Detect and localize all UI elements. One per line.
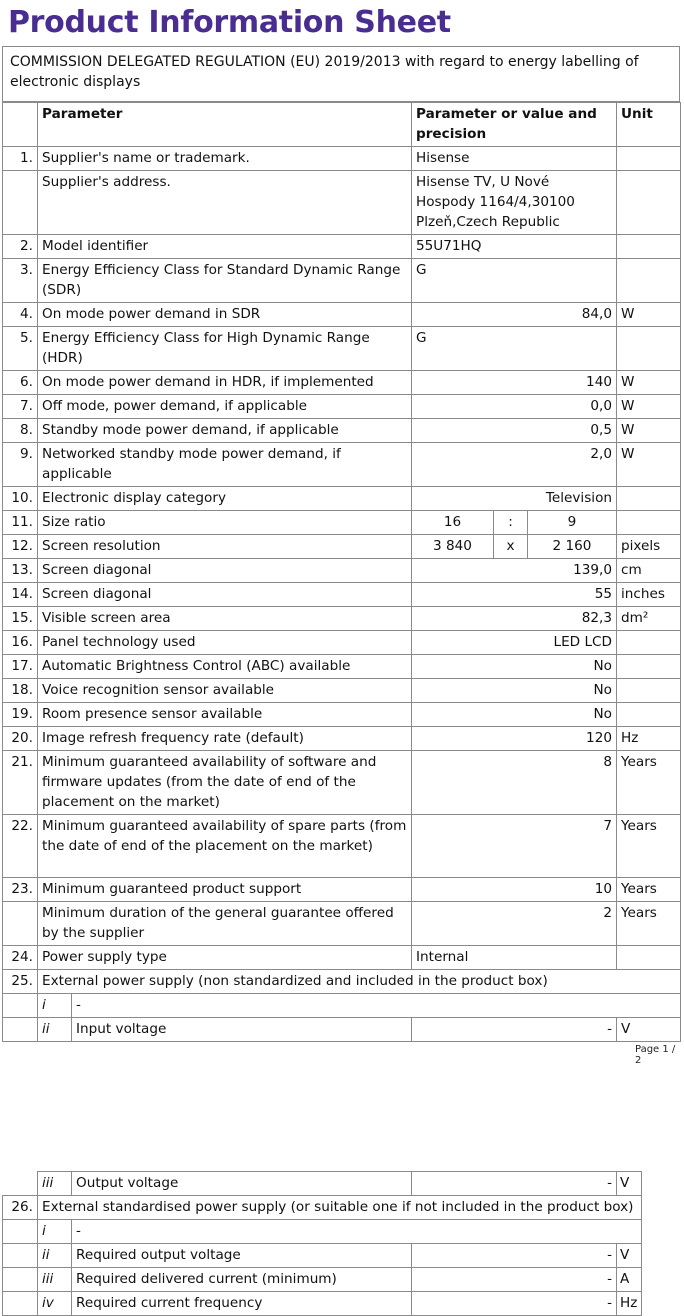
row-number [3, 1018, 38, 1042]
row-value: Television [412, 487, 617, 511]
header-parameter: Parameter [38, 103, 412, 147]
table-row [3, 902, 681, 946]
table-row [3, 815, 681, 878]
table-row [3, 1220, 642, 1244]
row-unit [617, 703, 681, 727]
row-number [3, 1268, 38, 1292]
row-number: 3. [3, 259, 38, 303]
row-value: No [412, 655, 617, 679]
row-label: On mode power demand in HDR, if implemented [38, 371, 412, 395]
row-unit: Years [617, 751, 681, 815]
row-value: 2,0 [412, 443, 617, 487]
table-row [3, 1018, 681, 1042]
row-label: Supplier's name or trademark. [38, 147, 412, 171]
row-value: No [412, 679, 617, 703]
row-number: 7. [3, 395, 38, 419]
resolution-separator: x [494, 535, 528, 559]
row-value: 139,0 [412, 559, 617, 583]
row-label: Input voltage [72, 1018, 412, 1042]
row-value: 0,0 [412, 395, 617, 419]
row-unit [617, 511, 681, 535]
row-unit: W [617, 303, 681, 327]
table-row [3, 970, 681, 994]
row-value: 55 [412, 583, 617, 607]
row-unit: cm [617, 559, 681, 583]
row-unit: A [617, 1268, 642, 1292]
row-value: Hisense TV, U Nové Hospody 1164/4,30100 Plzeň,Czech Republic [412, 171, 617, 235]
row-number: 4. [3, 303, 38, 327]
row-label: Room presence sensor available [38, 703, 412, 727]
row-label: Supplier's address. [38, 171, 412, 235]
row-label: Power supply type [38, 946, 412, 970]
row-number: 17. [3, 655, 38, 679]
sub-index: iii [38, 1172, 72, 1196]
row-number: 11. [3, 511, 38, 535]
table-row [3, 371, 681, 395]
row-label: Visible screen area [38, 607, 412, 631]
row-label: Minimum guaranteed availability of software and firmware updates (from the date of end of the placement on the market) [38, 751, 412, 815]
row-unit [617, 655, 681, 679]
row-label: Model identifier [38, 235, 412, 259]
row-unit: Hz [617, 727, 681, 751]
row-number: 10. [3, 487, 38, 511]
row-number: 14. [3, 583, 38, 607]
row-label: Automatic Brightness Control (ABC) available [38, 655, 412, 679]
row-number: 20. [3, 727, 38, 751]
table-row [3, 1196, 642, 1220]
row-number: 19. [3, 703, 38, 727]
header-unit: Unit [617, 103, 681, 147]
row-unit [617, 679, 681, 703]
row-label: Standby mode power demand, if applicable [38, 419, 412, 443]
row-number: 21. [3, 751, 38, 815]
row-value: 120 [412, 727, 617, 751]
row-label: - [72, 1220, 642, 1244]
product-info-table-continued [2, 1171, 642, 1316]
table-row [3, 487, 681, 511]
row-value: LED LCD [412, 631, 617, 655]
row-label: Minimum guaranteed availability of spare parts (from the date of end of the placement on the market) [38, 815, 412, 878]
row-label: Required output voltage [72, 1244, 412, 1268]
row-number: 24. [3, 946, 38, 970]
row-label: Energy Efficiency Class for Standard Dynamic Range (SDR) [38, 259, 412, 303]
row-label: Electronic display category [38, 487, 412, 511]
row-value: - [412, 1172, 617, 1196]
table-row [3, 946, 681, 970]
row-number: 16. [3, 631, 38, 655]
table-row [3, 395, 681, 419]
row-unit: W [617, 419, 681, 443]
row-value: 8 [412, 751, 617, 815]
row-label: External standardised power supply (or suitable one if not included in the product box) [38, 1196, 642, 1220]
table-row [3, 511, 681, 535]
header-value: Parameter or value and precision [412, 103, 617, 147]
row-label: Image refresh frequency rate (default) [38, 727, 412, 751]
row-unit [617, 631, 681, 655]
row-label: Required delivered current (minimum) [72, 1268, 412, 1292]
row-number: 26. [3, 1196, 38, 1220]
sub-index: i [38, 994, 72, 1018]
row-number: 8. [3, 419, 38, 443]
row-unit: V [617, 1244, 642, 1268]
row-value: 0,5 [412, 419, 617, 443]
table-row [3, 259, 681, 303]
table-row [3, 559, 681, 583]
row-number [3, 1292, 38, 1316]
row-value: G [412, 327, 617, 371]
row-number [3, 1220, 38, 1244]
row-label: Panel technology used [38, 631, 412, 655]
row-label: External power supply (non standardized and included in the product box) [38, 970, 681, 994]
header-num-cell [3, 103, 38, 147]
table-row [3, 631, 681, 655]
row-number: 12. [3, 535, 38, 559]
row-number [3, 902, 38, 946]
row-label: Output voltage [72, 1172, 412, 1196]
table-row [3, 535, 681, 559]
row-unit: W [617, 371, 681, 395]
table-row [3, 655, 681, 679]
row-unit: Years [617, 878, 681, 902]
row-value: - [412, 1244, 617, 1268]
ratio-separator: : [494, 511, 528, 535]
table-row [3, 1292, 642, 1316]
row-value: - [412, 1268, 617, 1292]
row-value: Internal [412, 946, 617, 970]
table-row [3, 994, 681, 1018]
sub-index: ii [38, 1018, 72, 1042]
table-row [3, 727, 681, 751]
row-number [3, 994, 38, 1018]
row-unit: W [617, 443, 681, 487]
table-row [3, 1268, 642, 1292]
resolution-width: 3 840 [412, 535, 494, 559]
row-number [3, 1172, 38, 1196]
row-unit: W [617, 395, 681, 419]
table-row [3, 443, 681, 487]
row-value: 55U71HQ [412, 235, 617, 259]
ratio-height: 9 [528, 511, 617, 535]
row-unit: Years [617, 902, 681, 946]
row-value: - [412, 1018, 617, 1042]
row-label: Screen diagonal [38, 583, 412, 607]
table-row [3, 327, 681, 371]
row-label: Minimum guaranteed product support [38, 878, 412, 902]
row-value: 82,3 [412, 607, 617, 631]
table-row [3, 583, 681, 607]
row-value: - [412, 1292, 617, 1316]
resolution-height: 2 160 [528, 535, 617, 559]
row-unit [617, 946, 681, 970]
row-unit [617, 327, 681, 371]
table-row [3, 607, 681, 631]
row-value: 140 [412, 371, 617, 395]
sub-index: iv [38, 1292, 72, 1316]
row-label: Screen diagonal [38, 559, 412, 583]
row-number: 9. [3, 443, 38, 487]
row-value: Hisense [412, 147, 617, 171]
table-row [3, 147, 681, 171]
row-unit [617, 171, 681, 235]
table-row [3, 751, 681, 815]
row-value: 84,0 [412, 303, 617, 327]
row-unit [617, 487, 681, 511]
row-label: - [72, 994, 681, 1018]
row-number: 1. [3, 147, 38, 171]
sub-index: ii [38, 1244, 72, 1268]
row-unit [617, 147, 681, 171]
row-value: 7 [412, 815, 617, 878]
table-row [3, 1172, 642, 1196]
row-label: On mode power demand in SDR [38, 303, 412, 327]
row-unit: pixels [617, 535, 681, 559]
row-number: 25. [3, 970, 38, 994]
row-number: 13. [3, 559, 38, 583]
table-row [3, 1244, 642, 1268]
row-label: Required current frequency [72, 1292, 412, 1316]
row-label: Voice recognition sensor available [38, 679, 412, 703]
row-number: 18. [3, 679, 38, 703]
row-value: G [412, 259, 617, 303]
sub-index: i [38, 1220, 72, 1244]
table-row [3, 878, 681, 902]
row-label: Screen resolution [38, 535, 412, 559]
row-label: Size ratio [38, 511, 412, 535]
row-number: 2. [3, 235, 38, 259]
row-unit: V [617, 1172, 642, 1196]
row-unit: inches [617, 583, 681, 607]
row-unit: V [617, 1018, 681, 1042]
row-number: 15. [3, 607, 38, 631]
row-number: 23. [3, 878, 38, 902]
row-number [3, 171, 38, 235]
row-value: No [412, 703, 617, 727]
document-title: Product Information Sheet [8, 5, 451, 40]
page-number: Page 1 / 2 [635, 1044, 676, 1066]
sub-index: iii [38, 1268, 72, 1292]
product-info-table [2, 102, 681, 1042]
row-unit: Hz [617, 1292, 642, 1316]
table-row [3, 235, 681, 259]
table-row [3, 171, 681, 235]
table-header-row [3, 103, 681, 147]
row-unit [617, 259, 681, 303]
row-label: Energy Efficiency Class for High Dynamic Range (HDR) [38, 327, 412, 371]
row-number: 5. [3, 327, 38, 371]
row-number: 6. [3, 371, 38, 395]
row-number [3, 1244, 38, 1268]
row-value: 10 [412, 878, 617, 902]
regulation-text: COMMISSION DELEGATED REGULATION (EU) 2019/2013 with regard to energy labelling of electronic displays [10, 54, 639, 90]
ratio-width: 16 [412, 511, 494, 535]
row-value: 2 [412, 902, 617, 946]
table-row [3, 303, 681, 327]
table-row [3, 703, 681, 727]
row-unit: dm² [617, 607, 681, 631]
row-label: Off mode, power demand, if applicable [38, 395, 412, 419]
table-row [3, 419, 681, 443]
row-unit: Years [617, 815, 681, 878]
row-label: Networked standby mode power demand, if applicable [38, 443, 412, 487]
table-row [3, 679, 681, 703]
row-unit [617, 235, 681, 259]
row-number: 22. [3, 815, 38, 878]
row-label: Minimum duration of the general guarantee offered by the supplier [38, 902, 412, 946]
